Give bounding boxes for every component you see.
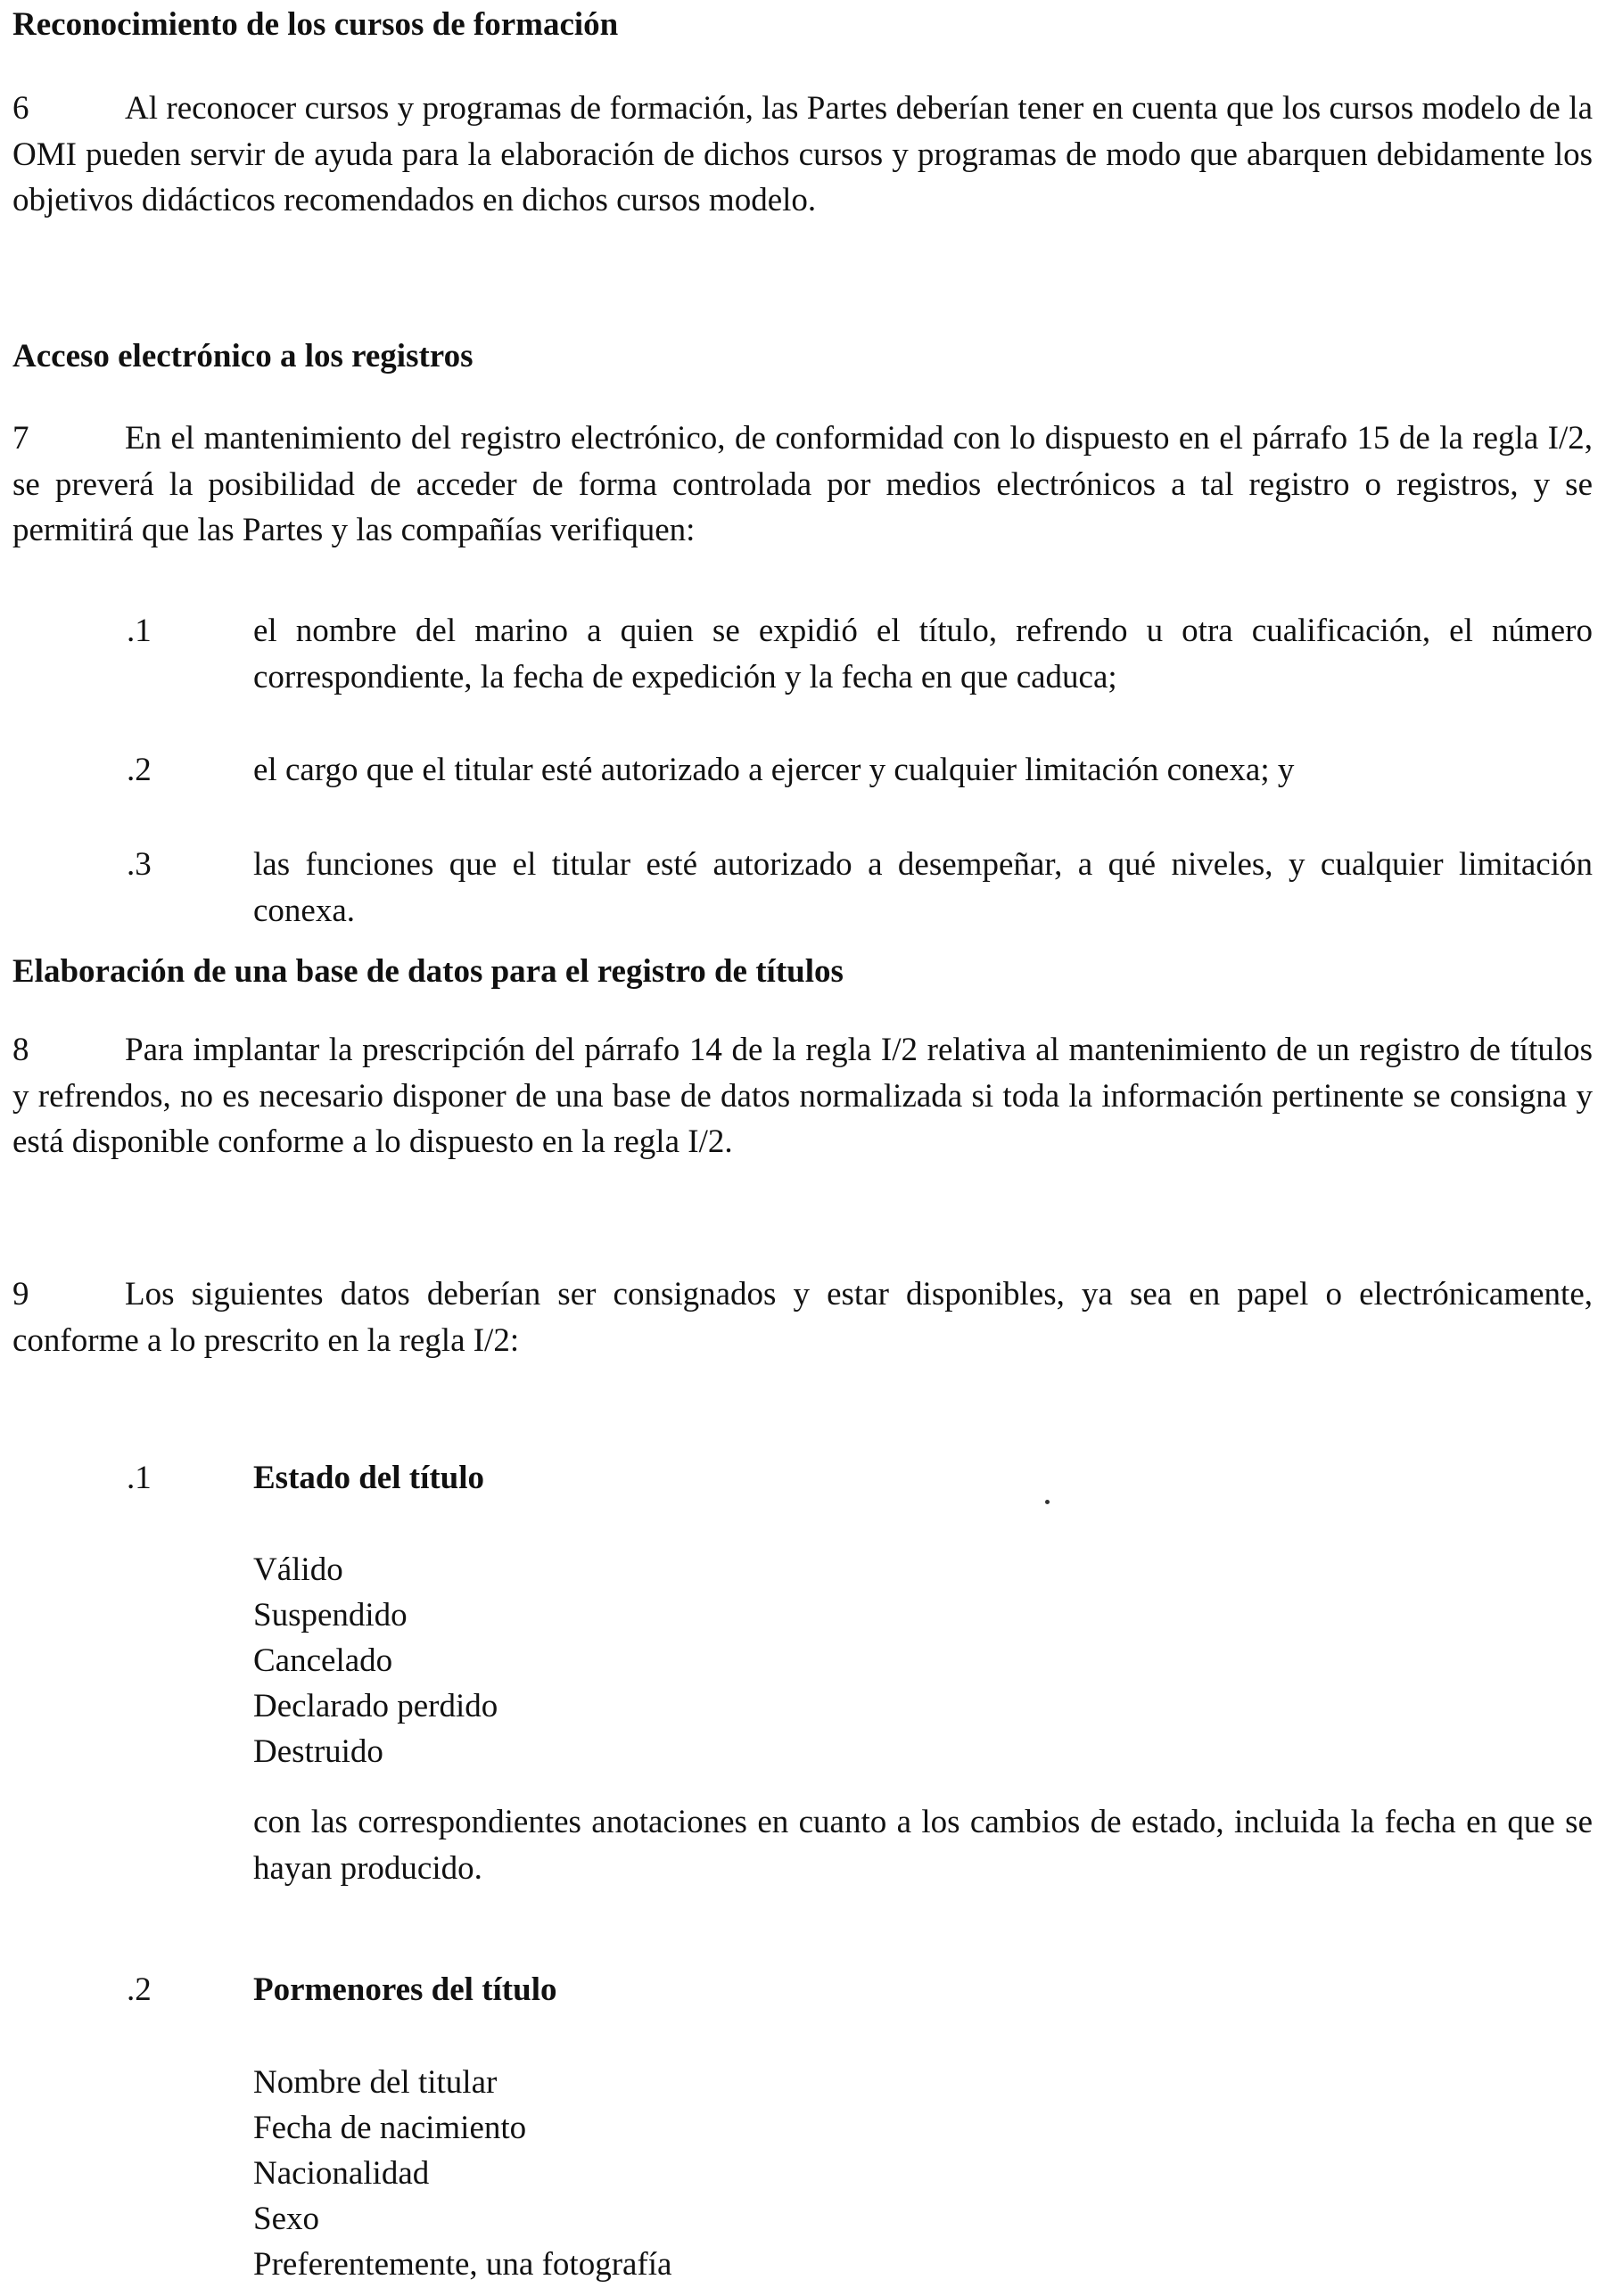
scan-speck (1045, 1500, 1050, 1504)
list-item: Nacionalidad (253, 2155, 430, 2192)
paragraph-number: 9 (12, 1276, 29, 1313)
details-list (253, 2060, 671, 2287)
section-heading: Acceso electrónico a los registros (12, 338, 474, 374)
list-item: Preferentemente, una fotografía (253, 2246, 672, 2283)
subsection-title: Pormenores del título (253, 1971, 557, 2008)
item-marker: .2 (127, 752, 152, 788)
paragraph-9 (12, 1271, 1593, 1363)
list-item: Fecha de nacimiento (253, 2110, 527, 2146)
list-item: Destruido (253, 1733, 383, 1770)
item-text: el cargo que el titular esté autorizado a ejercer y cualquier limitación conexa; y (253, 752, 1295, 788)
paragraph-text: Los siguientes datos deberían ser consignados y estar disponibles, ya sea en papel o electrónicamente, conforme a lo prescrito en la regla I/2: (12, 1276, 1593, 1359)
item-marker: .3 (127, 846, 152, 883)
section-heading: Reconocimiento de los cursos de formación (12, 6, 619, 43)
status-list (253, 1547, 498, 1774)
paragraph-8 (12, 1027, 1593, 1165)
subsection-marker: .2 (127, 1971, 152, 2008)
list-item: Suspendido (253, 1597, 408, 1634)
list-item: Válido (253, 1551, 343, 1588)
paragraph-7 (12, 416, 1593, 554)
subsection-title: Estado del título (253, 1460, 485, 1496)
paragraph-text: En el mantenimiento del registro electrónico, de conformidad con lo dispuesto en el párrafo 15 de la regla I/2, se preverá la posibilidad de acceder de forma controlada por medios electrónicos a tal registro o registros, y se permitirá que las Partes y las compañías verifiquen: (12, 420, 1593, 548)
list-item: Nombre del titular (253, 2064, 498, 2101)
item-text: el nombre del marino a quien se expidió el título, refrendo u otra cualificación, el número correspondiente, la fecha de expedición y la fecha en que caduca; (253, 613, 1593, 695)
list-item: Declarado perdido (253, 1688, 498, 1724)
list-item: Sexo (253, 2201, 319, 2237)
paragraph-6 (12, 86, 1593, 224)
subsection-marker: .1 (127, 1460, 152, 1496)
item-marker: .1 (127, 613, 152, 649)
item-text: las funciones que el titular esté autorizado a desempeñar, a qué niveles, y cualquier limitación conexa. (253, 846, 1593, 929)
paragraph-text: Al reconocer cursos y programas de formación, las Partes deberían tener en cuenta que los cursos modelo de la OMI pueden servir de ayuda para la elaboración de dichos cursos y programas de modo que abarquen debidamente los objetivos didácticos recomendados en dichos cursos modelo. (12, 90, 1593, 218)
paragraph-number: 7 (12, 420, 29, 457)
section-heading: Elaboración de una base de datos para el registro de títulos (12, 953, 844, 990)
paragraph-text: Para implantar la prescripción del párrafo 14 de la regla I/2 relativa al mantenimiento de un registro de títulos y refrendos, no es necesario disponer de una base de datos normalizada si toda la información pertinente se consigna y está disponible conforme a lo dispuesto en la regla I/2. (12, 1032, 1593, 1160)
paragraph-number: 6 (12, 90, 29, 127)
paragraph-number: 8 (12, 1032, 29, 1068)
subsection-note: con las correspondientes anotaciones en cuanto a los cambios de estado, incluida la fecha en que se hayan producido. (253, 1804, 1593, 1887)
list-item: Cancelado (253, 1642, 393, 1679)
